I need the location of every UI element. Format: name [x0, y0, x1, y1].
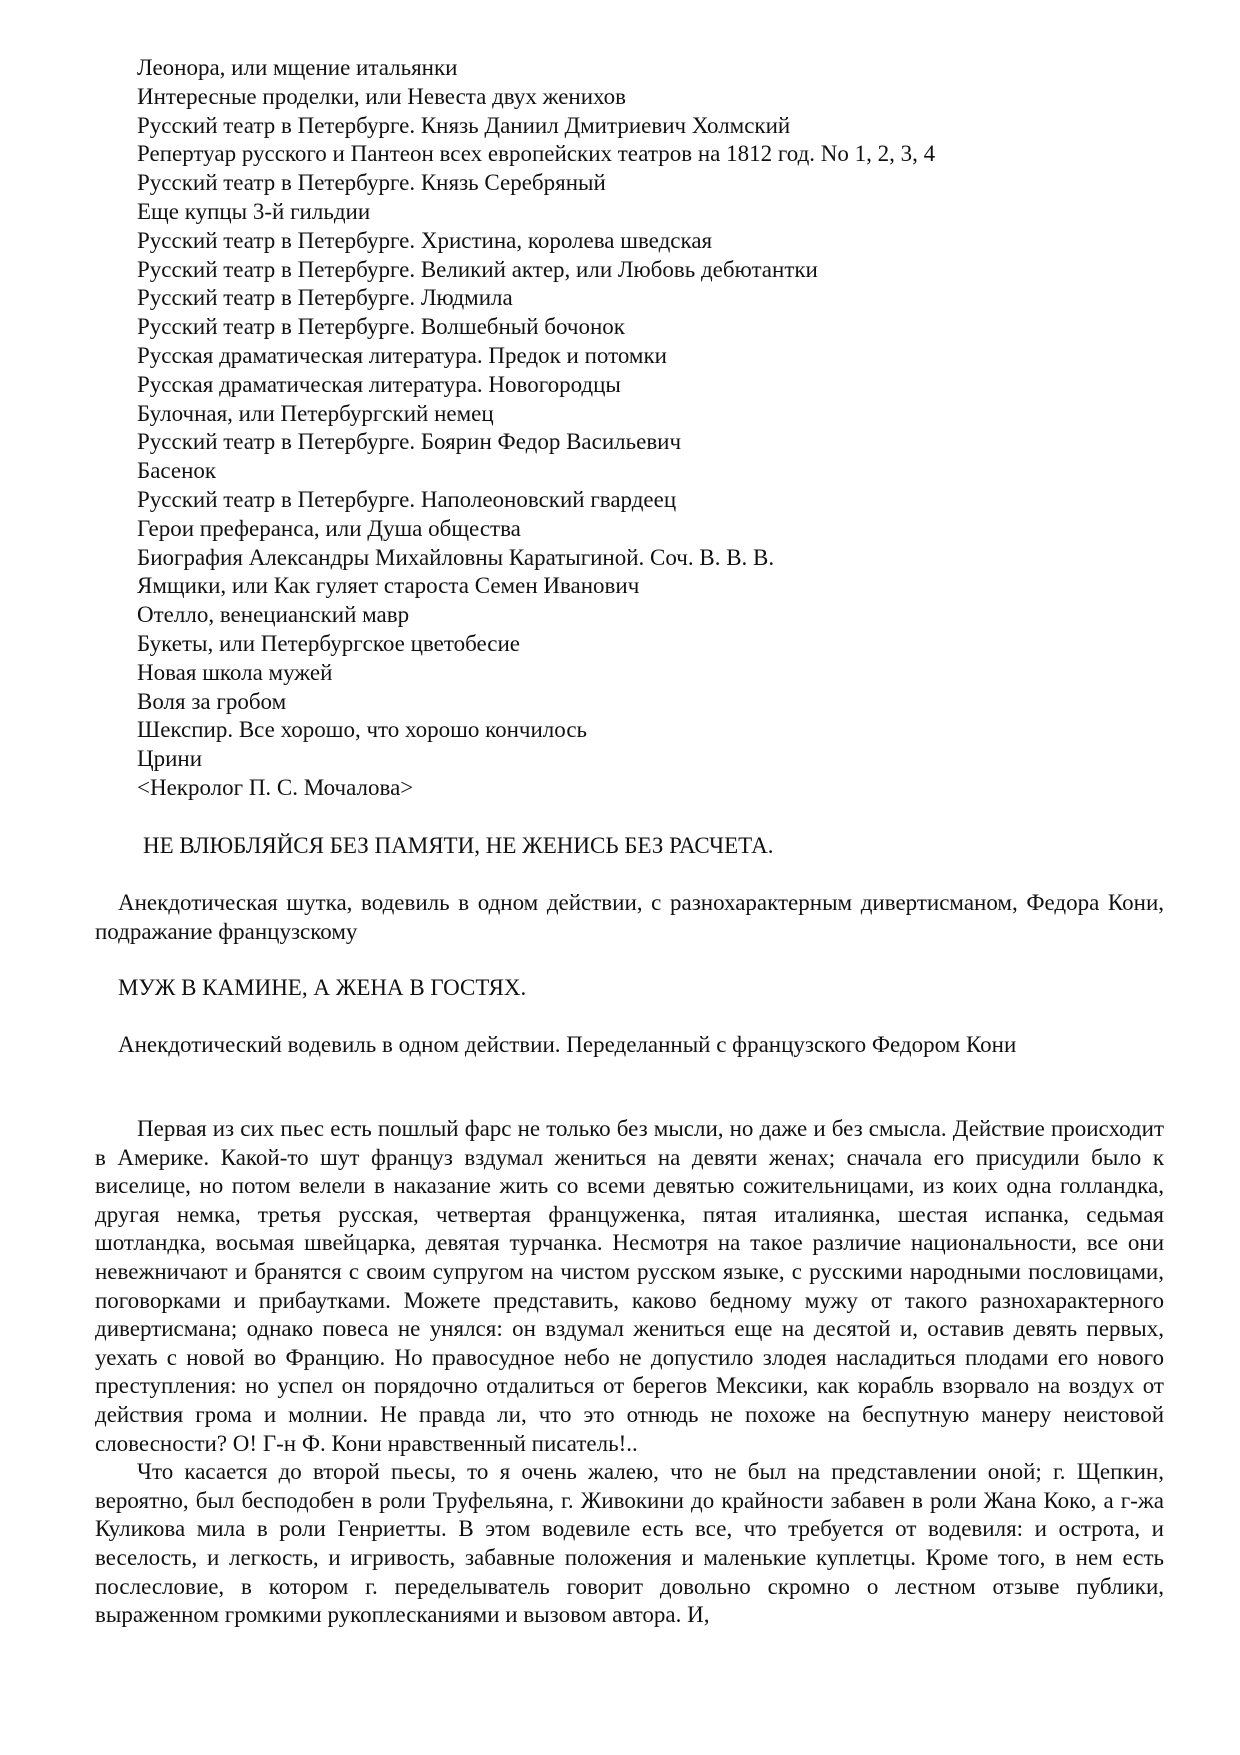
toc-item: Русский театр в Петербурге. Боярин Федор Васильевич — [137, 429, 682, 455]
toc-item: Русская драматическая литература. Предок и потомки — [137, 342, 667, 368]
toc-item: Еще купцы 3-й гильдии — [137, 198, 371, 224]
toc-item: Новая школа мужей — [137, 659, 333, 685]
toc-item: Интересные проделки, или Невеста двух женихов — [137, 83, 626, 109]
play-subtitle-1: Анекдотическая шутка, водевиль в одном действии, с разнохарактерным дивертисманом, Федора Кони, подражание французскому — [95, 890, 1164, 944]
paragraph: Что касается до второй пьесы, то я очень жалею, что не был на представлении оной; г. Щепкин, вероятно, был бесподобен в роли Труфельяна, г. Живокини до крайности забавен в роли Жана Коко, а г-жа Куликова мила в роли Генриетты. В этом водевиле есть все, что требуется от водевиля: и острота, и веселость, и легкость, и игривость, забавные положения и маленькие куплетцы. Кроме того, в нем есть послесловие, в котором г. переделыватель говорит довольно скромно о лестном отзыве публики, выраженном громкими рукоплесканиями и вызовом автора. И, — [95, 1459, 1164, 1628]
toc-item: Ямщики, или Как гуляет староста Семен Иванович — [137, 573, 640, 599]
toc-item: Русский театр в Петербурге. Наполеоновский гвардеец — [137, 486, 677, 512]
toc-item: Букеты, или Петербургское цветобесие — [137, 630, 520, 656]
toc-item: Биография Александры Михайловны Каратыгиной. Соч. В. В. В. — [137, 544, 775, 570]
review-body — [95, 1115, 1164, 1630]
toc-item: Русский театр в Петербурге. Христина, королева шведская — [137, 227, 713, 253]
toc-item: Отелло, венецианский мавр — [137, 602, 410, 628]
toc-item: Воля за гробом — [137, 688, 287, 714]
play-title-2: МУЖ В КАМИНЕ, А ЖЕНА В ГОСТЯХ. — [118, 975, 527, 1000]
toc-item: Леонора, или мщение итальянки — [137, 55, 458, 80]
toc-item: Шекспир. Все хорошо, что хорошо кончилось — [137, 717, 588, 743]
play-title-1: НЕ ВЛЮБЛЯЙСЯ БЕЗ ПАМЯТИ, НЕ ЖЕНИСЬ БЕЗ РАСЧЕТА. — [143, 833, 774, 858]
toc-item: Репертуар русского и Пантеон всех европейских театров на 1812 год. No 1, 2, 3, 4 — [137, 141, 936, 167]
toc-item: Герои преферанса, или Душа общества — [137, 515, 521, 541]
toc-item: Русский театр в Петербурге. Князь Серебряный — [137, 170, 606, 196]
toc-item: Басенок — [137, 458, 217, 484]
toc-item: Русский театр в Петербурге. Волшебный бочонок — [137, 314, 625, 340]
toc-item: Црини — [137, 746, 203, 772]
toc-item: Русский театр в Петербурге. Великий актер, или Любовь дебютантки — [137, 256, 818, 282]
play-subtitle-2: Анекдотический водевиль в одном действии. Переделанный с французского Федором Кони — [118, 1032, 1017, 1057]
toc-item: <Некролог П. С. Мочалова> — [137, 774, 414, 800]
table-of-contents — [137, 54, 1177, 803]
toc-item: Русский театр в Петербурге. Людмила — [137, 285, 513, 311]
toc-item: Русская драматическая литература. Новогородцы — [137, 371, 621, 397]
toc-item: Русский театр в Петербурге. Князь Даниил Дмитриевич Холмский — [137, 112, 791, 138]
paragraph: Первая из сих пьес есть пошлый фарс не только без мысли, но даже и без смысла. Действие происходит в Америке. Какой-то шут француз вздумал жениться на девяти женах; сначала его присудили было к виселице, но потом велели в наказание жить со всеми девятью сожительницами, из коих одна голландка, другая немка, третья русская, четвертая француженка, пятая италиянка, шестая испанка, седьмая шотландка, восьмая швейцарка, девятая турчанка. Несмотря на такое различие национальности, все они невежничают и бранятся с своим супругом на чистом русском языке, с русскими народными пословицами, поговорками и прибаутками. Можете представить, каково бедному мужу от такого разнохарактерного дивертисмана; однако повеса не унялся: он вздумал жениться еще на десятой и, оставив девять первых, уехать с новой во Францию. Но правосудное небо не допустило злодея насладиться плодами его нового преступления: но успел он порядочно отдалиться от берегов Мексики, как корабль взорвало на воздух от действия грома и молнии. Не правда ли, что это отнюдь не похоже на беспутную манеру неистовой словесности? О! Г-н Ф. Кони нравственный писатель!.. — [95, 1116, 1164, 1456]
toc-item: Булочная, или Петербургский немец — [137, 400, 494, 426]
